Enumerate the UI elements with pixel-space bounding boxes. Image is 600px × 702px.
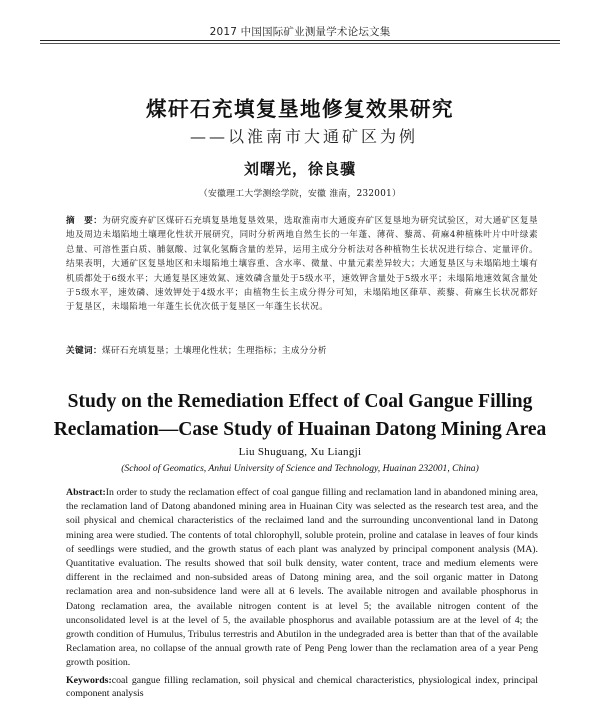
cn-keywords (66, 344, 538, 358)
header-rule-thin (40, 43, 560, 44)
cn-abstract-label: 摘 要： (66, 216, 103, 226)
en-keywords-text: coal gangue filling reclamation, soil physical and chemical characteristics, physiological index, principal component analysis (66, 675, 538, 699)
en-keywords (66, 674, 538, 700)
cn-subtitle: ——以淮南市大通矿区为例 (190, 127, 419, 146)
cn-abstract-text: 为研究废弃矿区煤矸石充填复垦地复垦效果，选取淮南市大通废弃矿区复垦地为研究试验区，对大通矿区复垦地及周边未塌陷地土壤理化性状开展研究，同时分析两地自然生长的一年蓬、薄荷、藜蒿、荷麻4种植株叶片中叶绿素总量、可溶性蛋白质、脯氨酸、过氧化氢酶含量的差异，运用主成分分析法对各种植物生长状况进行综合、定量评价。结果表明，大通矿区复垦地区和未塌陷地土壤容重、含水率、微量、中量元素差异较大；大通复垦区与未塌陷地土壤有机质都处于6级水平；大通复垦区速效氮、速效磷含量处于5级水平，速效钾含量处于5级水平；未塌陷地速效氮含量处于5级水平，速效磷、速效钾处于4级水平；由植物生长主成分得分可知，未塌陷地区葎草、蒺藜、荷麻生长状况都好于复垦区，未塌陷地一年蓬生长优次低于复垦区一年蓬生长状况。 (66, 216, 538, 313)
cn-abstract (66, 214, 538, 315)
cn-title: 煤矸石充填复垦地修复效果研究 (146, 97, 454, 121)
en-authors: Liu Shuguang, Xu Liangji (238, 446, 362, 458)
cn-keywords-label: 关键词： (66, 346, 102, 356)
en-title-line2: Reclamation—Case Study of Huainan Datong Mining Area (53, 419, 547, 440)
cn-authors: 刘曙光，徐良骥 (243, 160, 356, 178)
running-head: 2017 中国国际矿业测量学术论坛文集 (209, 26, 391, 38)
en-keywords-label: Keywords: (66, 675, 112, 686)
en-abstract (66, 486, 538, 671)
en-title (0, 388, 600, 444)
cn-affiliation: （安徽理工大学测绘学院，安徽 淮南，232001） (198, 189, 402, 199)
en-abstract-label: Abstract: (66, 487, 106, 498)
cn-keywords-text: 煤矸石充填复垦；土壤理化性状；生理指标；主成分分析 (101, 346, 327, 356)
en-title-line1: Study on the Remediation Effect of Coal Gangue Filling (67, 391, 533, 412)
en-abstract-text: In order to study the reclamation effect of coal gangue filling and reclamation land in abandoned mining area, the reclamation land of Datong abandoned mining area in Huainan City was selected as the research test area, and the soil physical and chemical characteristics of the reclaimed land and the surrounding unconventional land in Datong mining area were studied. The contents of total chlorophyll, soluble protein, proline and catalase in leaves of four kinds of seedlings were studied, and the growth status of each plant was analyzed by principal component analysis (MA). Quantitative evaluation. The results showed that soil bulk density, water content, trace and medium elements were different in the reclaimed and non-subsided areas of Datong mining area, and the soil organic matter in Datong reclamation area and non-subsidence land were all at 6 levels. The available nitrogen and available phosphorus in Datong reclamation area, the available nitrogen content is at level 5; the available nitrogen content of the unconsolidated level is at the level of 5, the available phosphorus and available potassium are at the level of 4; the growth condition of Humulus, Tribulus terrestris and Abutilon in the undegraded area is better than that of the available Reclamation area, no collapse of the annual growth rate of Peng Peng lower than the reclamation area of a year Peng growth position. (66, 487, 538, 669)
header-rule (40, 40, 560, 41)
en-affiliation: (School of Geomatics, Anhui University of Science and Technology, Huainan 232001, China) (121, 463, 479, 474)
